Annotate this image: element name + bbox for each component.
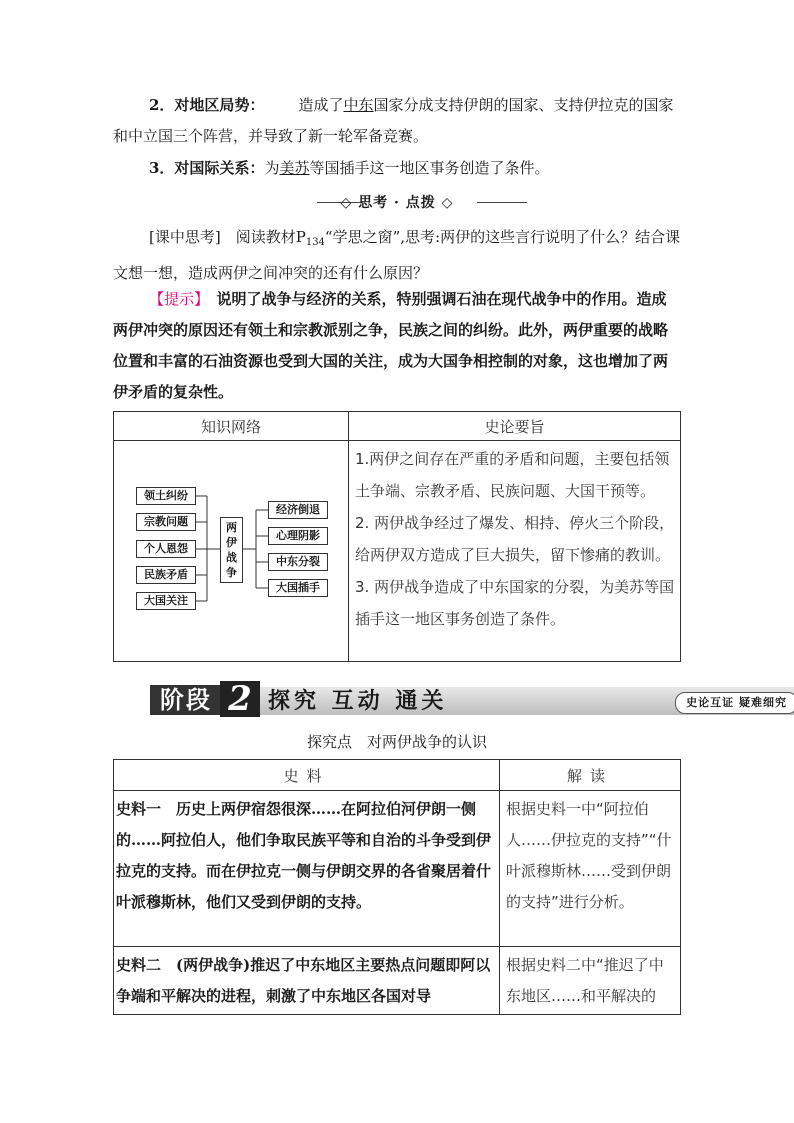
knowledge-header-points: 史论要旨 [349, 412, 681, 441]
effect-psychology: 心理阴影 [268, 527, 328, 545]
source-2-text: (两伊战争)推迟了中东地区主要热点问题即阿以争端和平解决的进程，刺激了中东地区各国对导 [116, 956, 491, 1005]
interpretation-2-cell [500, 947, 681, 1015]
knowledge-point-2: 2. 两伊战争经过了爆发、相持、停火三个阶段，给两伊双方造成了巨大损失，留下惨痛的教训。 [355, 514, 675, 564]
source-2-label: 史料二 [116, 956, 162, 974]
explore-header-source: 史料 [114, 760, 500, 791]
point-3-pre: 为 [264, 159, 280, 177]
effect-economy: 经济倒退 [268, 501, 328, 519]
answer-text: 说明了战争与经济的关系，特别强调石油在现代战争中的作用。造成两伊冲突的原因还有领土和宗教派别之争，民族之间的纠纷。此外，两伊重要的战略位置和丰富的石油资源也受到大国的关注，成为大国争相控制的对象，这也增加了两伊矛盾的复杂性。 [113, 290, 669, 401]
banner-tag: 史论互证 疑难细究 [675, 692, 794, 714]
source-2-cell [114, 947, 500, 1015]
knowledge-table [113, 411, 681, 662]
point-3 [113, 153, 681, 184]
knowledge-header-network: 知识网络 [114, 412, 349, 441]
point-2-post: 国家分成支持伊朗的国家、支持伊拉克的国家和中立国三个阵营，并导致了新一轮军备竞赛。 [113, 96, 674, 145]
cause-religion: 宗教问题 [136, 513, 196, 531]
explore-header-interpretation: 解读 [500, 760, 681, 791]
question-paragraph [113, 222, 681, 289]
table-row [114, 791, 681, 947]
interpretation-1-cell [500, 791, 681, 947]
question-text-1: 阅读教材P [235, 228, 306, 246]
banner-title: 探究 互动 通关 [268, 688, 448, 714]
point-3-post: 等国插手这一地区事务创造了条件。 [309, 159, 550, 177]
table-row [114, 947, 681, 1015]
interpretation-1-text: 根据史料一中“阿拉伯人……伊拉克的支持”“什叶派穆斯林……受到伊朗的支持”进行分析。 [506, 800, 672, 911]
banner-stage-number: 2 [220, 681, 260, 717]
point-2-pre: 造成了 [298, 96, 344, 114]
stage-banner [150, 679, 794, 719]
source-1-label: 史料一 [116, 800, 162, 818]
explore-caption: 探究点 对两伊战争的认识 [306, 733, 487, 751]
answer-paragraph [113, 284, 681, 408]
divider-label: ◇ 思考 · 点拨 ◇ [340, 195, 454, 211]
question-tag: [课中思考] [149, 228, 221, 246]
source-1-text: 历史上两伊宿怨很深……在阿拉伯河伊朗一侧的……阿拉伯人，他们争取民族平等和自治的斗争受到伊拉克的支持。而在伊拉克一侧与伊朗交界的各省聚居着什叶派穆斯林，他们又受到伊朗的支持。 [116, 800, 492, 911]
think-divider [113, 190, 681, 214]
banner-stage-label: 阶段 [150, 685, 222, 715]
knowledge-point-1: 1.两伊之间存在严重的矛盾和问题，主要包括领土争端、宗教矛盾、民族问题、大国干预等。 [355, 450, 670, 500]
knowledge-point-3: 3. 两伊战争造成了中东国家的分裂，为美苏等国插手这一地区事务创造了条件。 [355, 578, 675, 628]
interpretation-2-text: 根据史料二中“推迟了中东地区……和平解决的 [506, 956, 664, 1005]
point-2-label: 2．对地区局势： [149, 96, 265, 114]
explore-table [113, 759, 681, 1015]
question-text-2: “学思之窗”,思考:两伊的这些言行说明了什么？结合课文想一想，造成两伊之间冲突的还有什么原因？ [113, 228, 681, 282]
divider-line-right [477, 202, 527, 203]
cause-great-powers: 大国关注 [136, 592, 196, 610]
point-2 [113, 90, 681, 152]
center-iran-iraq-war: 两伊战争 [220, 517, 243, 583]
cause-ethnic: 民族矛盾 [136, 566, 196, 584]
cause-territory: 领土纠纷 [136, 487, 196, 505]
point-3-underlined: 美苏 [279, 159, 310, 177]
question-subscript: 134 [305, 237, 325, 248]
effect-middle-east-split: 中东分裂 [268, 553, 328, 571]
point-2-underlined: 中东 [343, 96, 374, 114]
point-3-label: 3．对国际关系： [149, 159, 265, 177]
answer-tag: 【提示】 [149, 290, 202, 308]
source-1-cell [114, 791, 500, 947]
cause-personal: 个人恩怨 [136, 540, 196, 558]
knowledge-network-cell [114, 441, 349, 662]
effect-great-power-intervention: 大国插手 [268, 579, 328, 597]
knowledge-points-cell [349, 441, 681, 662]
